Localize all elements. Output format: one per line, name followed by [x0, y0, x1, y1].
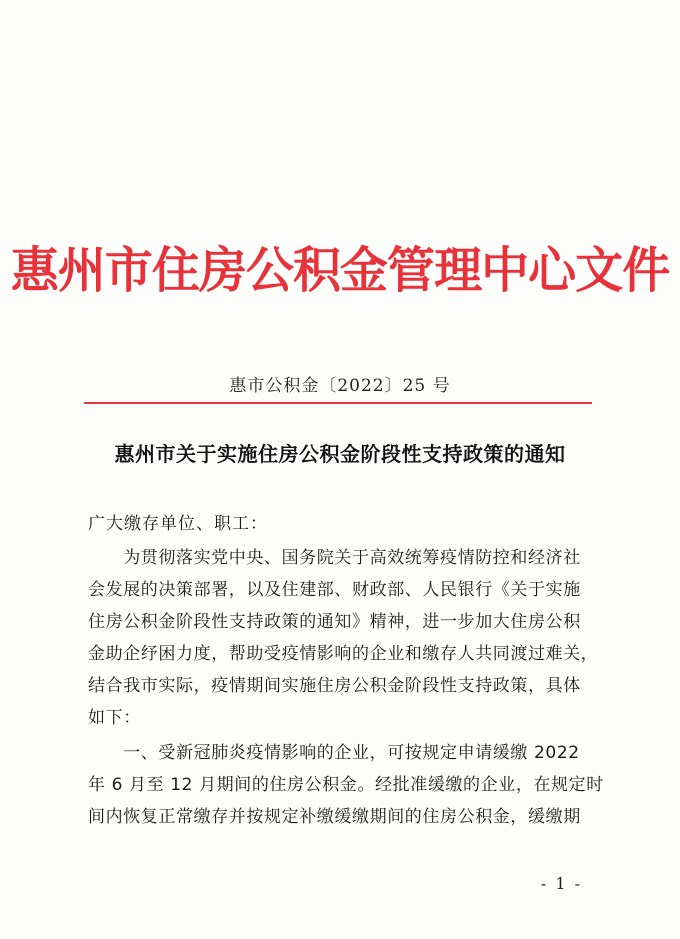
page-number: - 1 -	[540, 874, 582, 893]
paragraph-2	[88, 737, 608, 833]
paragraph-line: 间内恢复正常缴存并按规定补缴缓缴期间的住房公积金，缓缴期	[88, 807, 581, 827]
paragraph-line: 为贯彻落实党中央、国务院关于高效统筹疫情防控和经济社	[88, 548, 581, 568]
paragraph-line: 年 6 月至 12 月期间的住房公积金。经批准缓缴的企业，在规定时	[88, 775, 604, 795]
paragraph-line: 住房公积金阶段性支持政策的通知》精神，进一步加大住房公积	[88, 612, 581, 632]
paragraph-line: 一、受新冠肺炎疫情影响的企业，可按规定申请缓缴 2022	[88, 743, 580, 763]
paragraph-1	[88, 542, 608, 734]
document-masthead: 惠州市住房公积金管理中心文件	[10, 242, 670, 299]
paragraph-line: 如下：	[88, 708, 141, 728]
paragraph-line: 会发展的决策部署，以及住建部、财政部、人民银行《关于实施	[88, 580, 581, 600]
paragraph-line: 金助企纾困力度，帮助受疫情影响的企业和缴存人共同渡过难关，	[88, 644, 599, 664]
red-divider-rule	[84, 402, 592, 404]
document-number: 惠市公积金〔2022〕25 号	[229, 376, 451, 396]
salutation: 广大缴存单位、职工：	[88, 514, 268, 534]
document-title: 惠州市关于实施住房公积金阶段性支持政策的通知	[114, 442, 566, 466]
paragraph-line: 结合我市实际，疫情期间实施住房公积金阶段性支持政策，具体	[88, 676, 581, 696]
